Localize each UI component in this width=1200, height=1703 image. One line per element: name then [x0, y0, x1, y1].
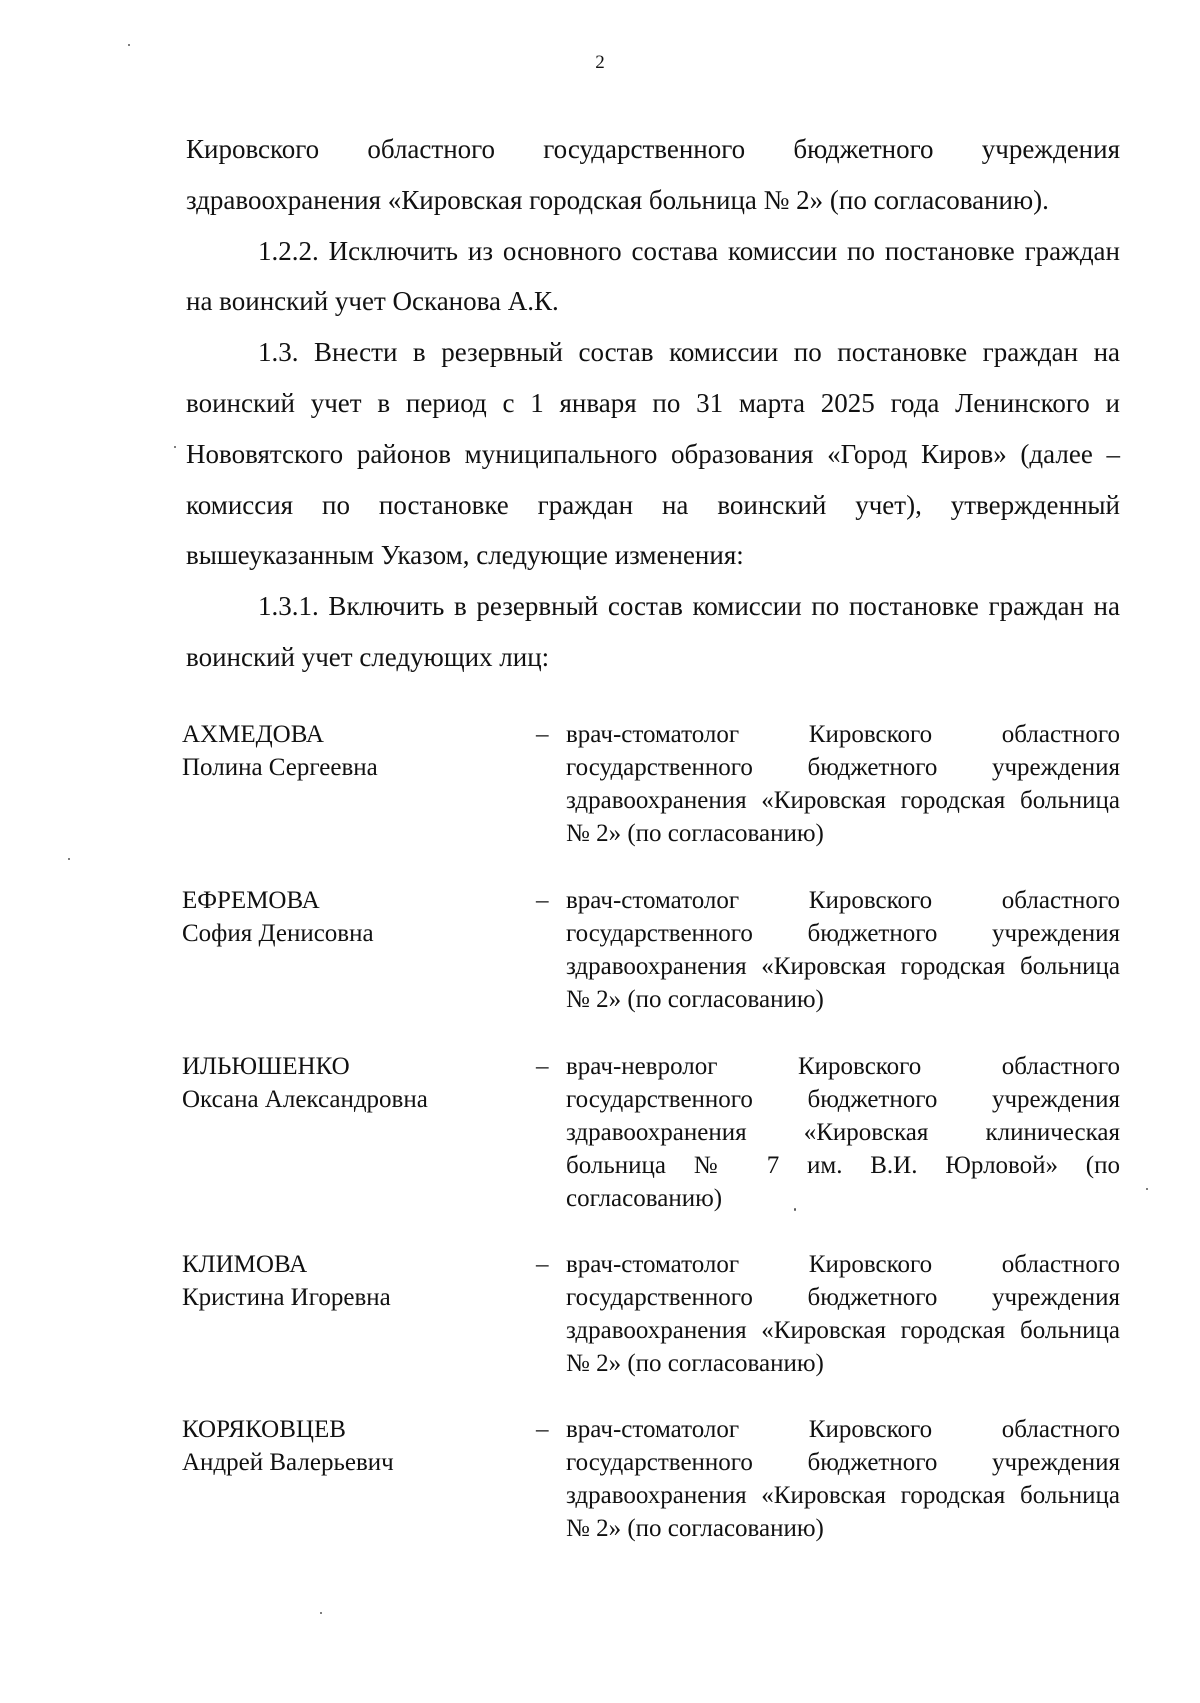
person-position: врач-стоматолог Кировского областного государственного бюджетного учреждения здравоохранения «Кировская городская больница № 2» (по согласованию) — [566, 1416, 1120, 1542]
person-surname: ЕФРЕМОВА — [182, 887, 320, 914]
person-surname: АХМЕДОВА — [182, 721, 324, 748]
paragraph-1-3-1: 1.3.1. Включить в резервный состав комиссии по постановке граждан на воинский учет следующих лиц: — [186, 591, 1120, 672]
person-name — [182, 1248, 522, 1314]
person-name — [182, 884, 522, 950]
person-position: врач-невролог Кировского областного государственного бюджетного учреждения здравоохранения «Кировская клиническая больница № 7 им. В.И. Юрловой» (по согласованию) — [566, 1053, 1120, 1212]
person-given-names: София Денисовна — [182, 920, 374, 947]
person-given-names: Полина Сергеевна — [182, 754, 378, 781]
scan-speck — [68, 858, 70, 860]
paragraph-1-2-2: 1.2.2. Исключить из основного состава комиссии по постановке граждан на воинский учет Осканова А.К. — [186, 235, 1120, 317]
scan-speck — [794, 1208, 796, 1211]
person-position: врач-стоматолог Кировского областного государственного бюджетного учреждения здравоохранения «Кировская городская больница № 2» (по согласованию) — [566, 887, 1120, 1013]
scan-speck — [174, 446, 176, 448]
person-name — [182, 1413, 522, 1479]
person-name — [182, 718, 522, 784]
person-given-names: Андрей Валерьевич — [182, 1449, 394, 1476]
scan-speck — [128, 44, 130, 46]
dash-separator: – — [536, 721, 549, 748]
person-name — [182, 1050, 522, 1116]
dash-separator: – — [536, 1416, 549, 1443]
scan-speck — [320, 1612, 322, 1614]
scan-speck — [1146, 1188, 1148, 1190]
paragraph-continuation: Кировского областного государственного бюджетного учреждения здравоохранения «Кировская городская больница № 2» (по согласованию). — [186, 134, 1120, 215]
person-position: врач-стоматолог Кировского областного государственного бюджетного учреждения здравоохранения «Кировская городская больница № 2» (по согласованию) — [566, 721, 1120, 847]
dash-separator: – — [536, 887, 549, 914]
page-number: 2 — [595, 52, 605, 73]
person-position: врач-стоматолог Кировского областного государственного бюджетного учреждения здравоохранения «Кировская городская больница № 2» (по согласованию) — [566, 1251, 1120, 1377]
dash-separator: – — [536, 1251, 549, 1278]
paragraph-1-3: 1.3. Внести в резервный состав комиссии по постановке граждан на воинский учет в период с 1 января по 31 марта 2025 года Ленинского и Нововятского районов муниципального образования «Город Киров» (далее – комиссия по постановке граждан на воинский учет), утвержденный вышеуказанным Указом, следующие изменения: — [186, 337, 1120, 571]
person-surname: КОРЯКОВЦЕВ — [182, 1416, 346, 1443]
person-surname: КЛИМОВА — [182, 1251, 308, 1278]
person-given-names: Кристина Игоревна — [182, 1284, 391, 1311]
dash-separator: – — [536, 1053, 549, 1080]
document-body — [186, 124, 1120, 683]
person-surname: ИЛЬЮШЕНКО — [182, 1053, 350, 1080]
person-given-names: Оксана Александровна — [182, 1086, 428, 1113]
